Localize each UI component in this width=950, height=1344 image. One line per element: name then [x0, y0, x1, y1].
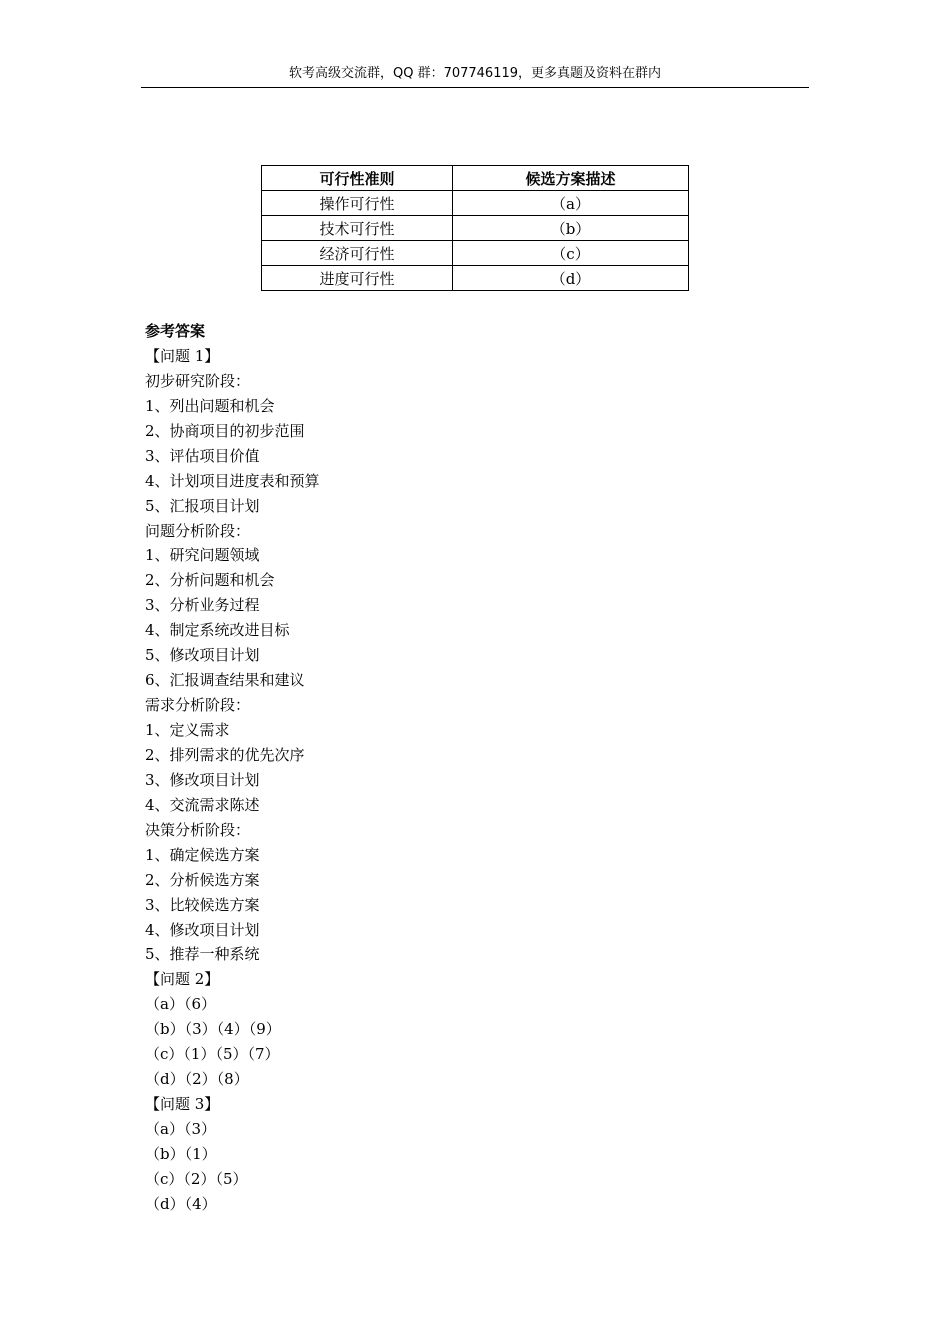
- answer-line: 4、制定系统改进目标: [145, 621, 290, 640]
- column-header: 可行性准则: [262, 166, 453, 191]
- answer-line: 3、比较候选方案: [145, 895, 260, 914]
- table-row: [262, 216, 689, 241]
- answer-line: 决策分析阶段：: [145, 820, 251, 839]
- feasibility-table: [261, 165, 689, 291]
- answer-line: 4、计划项目进度表和预算: [145, 471, 320, 490]
- answer-line: 5、推荐一种系统: [145, 945, 260, 964]
- answer-line: （b）（3）（4）（9）: [145, 1020, 281, 1039]
- column-header: 候选方案描述: [453, 166, 689, 191]
- table-cell: （a）: [453, 191, 689, 216]
- answer-line: （c）（2）（5）: [145, 1169, 248, 1188]
- answer-line: 2、分析候选方案: [145, 870, 260, 889]
- answer-line: 【问题 2】: [145, 970, 220, 989]
- table-cell: （b）: [453, 216, 689, 241]
- section-title: 参考答案: [145, 322, 206, 340]
- answer-line: 4、交流需求陈述: [145, 795, 260, 814]
- answer-line: 需求分析阶段：: [145, 696, 251, 715]
- answer-line: 2、排列需求的优先次序: [145, 745, 305, 764]
- answer-line: 3、修改项目计划: [145, 770, 260, 789]
- page-header: 软考高级交流群，QQ 群：707746119，更多真题及资料在群内: [288, 66, 662, 81]
- answer-line: 【问题 1】: [145, 346, 220, 365]
- table-row: [262, 241, 689, 266]
- answer-line: 2、协商项目的初步范围: [145, 421, 305, 440]
- table-row: [262, 266, 689, 291]
- answer-line: 1、研究问题领域: [145, 546, 260, 565]
- answer-lines: [145, 344, 805, 1217]
- answer-line: （d）（4）: [145, 1194, 217, 1213]
- answer-line: （c）（1）（5）（7）: [145, 1045, 280, 1064]
- answer-line: （a）（6）: [145, 995, 216, 1014]
- answer-line: （b）（1）: [145, 1144, 217, 1163]
- answer-line: 6、汇报调查结果和建议: [145, 671, 305, 690]
- answer-line: （a）（3）: [145, 1120, 216, 1138]
- answer-line: （d）（2）（8）: [145, 1070, 249, 1089]
- answer-section: [145, 319, 805, 1217]
- table-cell: 经济可行性: [262, 241, 453, 266]
- answer-line: 1、定义需求: [145, 721, 230, 739]
- answer-line: 问题分析阶段：: [145, 521, 251, 540]
- answer-line: 3、分析业务过程: [145, 596, 260, 615]
- table-cell: 操作可行性: [262, 191, 453, 216]
- table-cell: 进度可行性: [262, 266, 453, 291]
- table-header-row: [262, 166, 689, 191]
- answer-line: 3、评估项目价值: [145, 446, 260, 465]
- table-row: [262, 191, 689, 216]
- answer-line: 【问题 3】: [145, 1095, 220, 1114]
- answer-line: 2、分析问题和机会: [145, 571, 275, 590]
- header-divider: [141, 87, 809, 88]
- table-cell: 技术可行性: [262, 216, 453, 241]
- table-cell: （c）: [453, 241, 689, 266]
- table-cell: （d）: [453, 266, 689, 291]
- answer-line: 5、汇报项目计划: [145, 496, 260, 515]
- answer-line: 初步研究阶段：: [145, 371, 251, 390]
- answer-line: 1、确定候选方案: [145, 845, 260, 864]
- answer-line: 4、修改项目计划: [145, 920, 260, 939]
- answer-line: 1、列出问题和机会: [145, 396, 275, 415]
- answer-line: 5、修改项目计划: [145, 646, 260, 665]
